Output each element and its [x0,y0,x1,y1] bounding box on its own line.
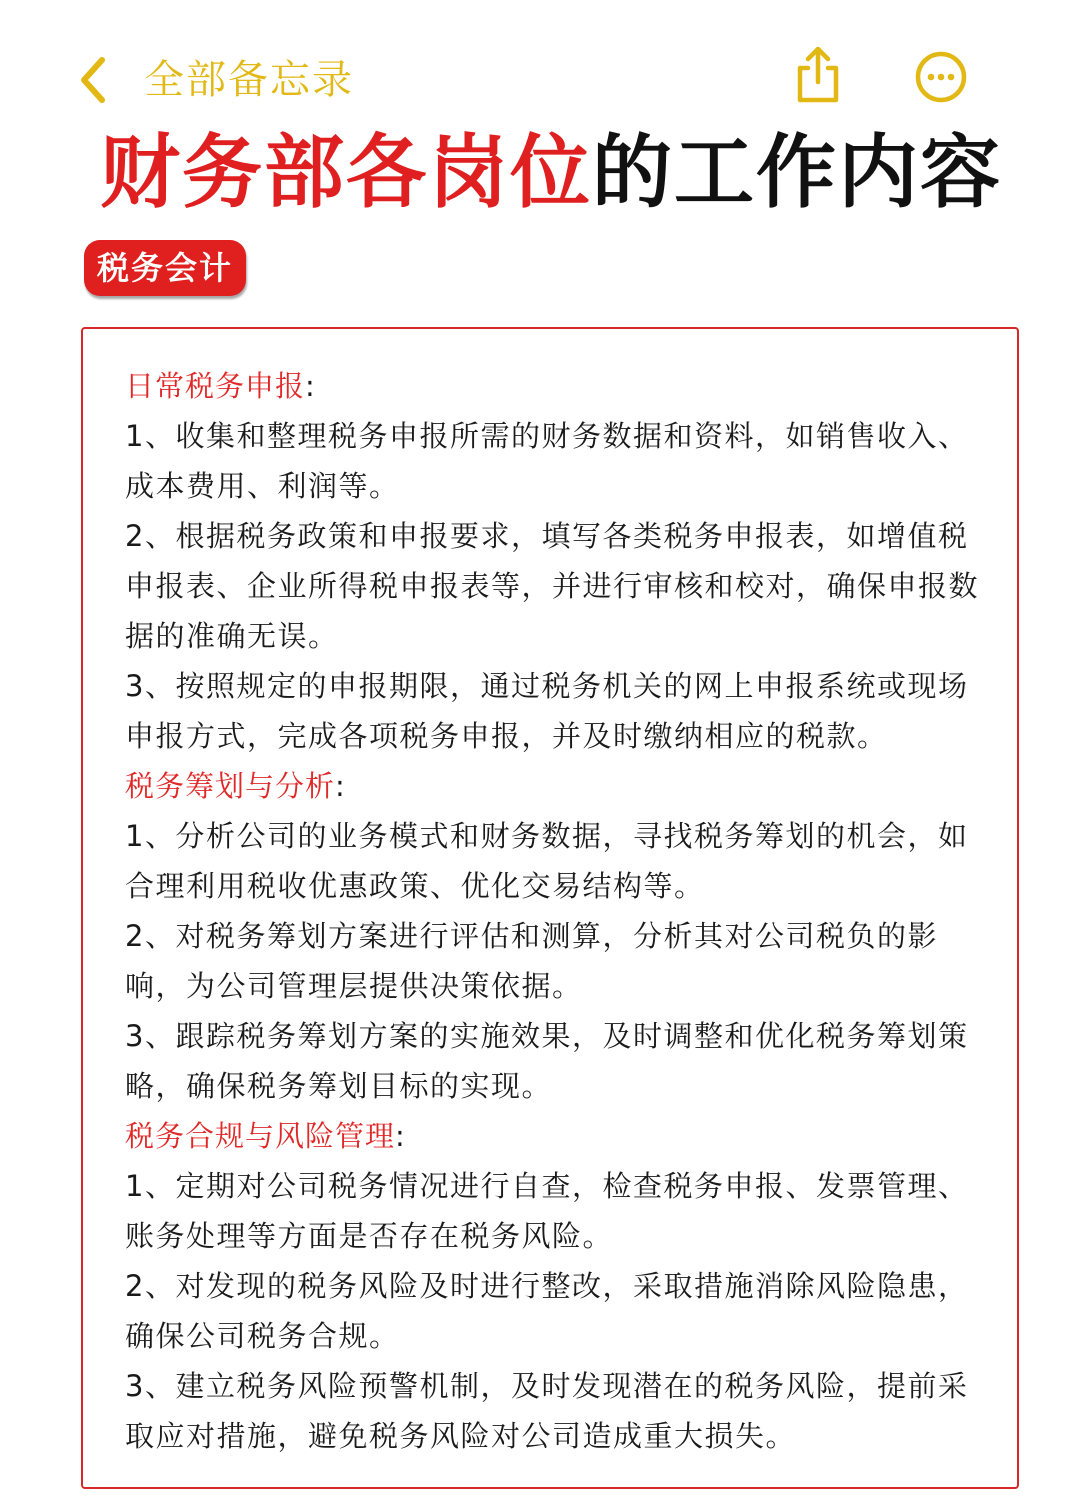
title-black-part: 的工作内容 [592,126,1002,219]
list-item: 3、跟踪税务筹划方案的实施效果，及时调整和优化税务筹划策略，确保税务筹划目标的实现。 [125,1019,969,1103]
section-heading-text: 税务合规与风险管理 [125,1119,396,1153]
section-heading [125,761,985,811]
content-card [81,327,1019,1489]
list-item: 3、建立税务风险预警机制，及时发现潜在的税务风险，提前采取应对措施，避免税务风险对公司造成重大损失。 [125,1369,969,1453]
list-item: 2、对税务筹划方案进行评估和测算，分析其对公司税负的影响，为公司管理层提供决策依据。 [125,919,938,1003]
section-heading-colon: : [395,1119,406,1153]
more-options-icon[interactable] [914,50,968,104]
section-heading [125,361,985,411]
list-item: 1、定期对公司税务情况进行自查，检查税务申报、发票管理、账务处理等方面是否存在税务风险。 [125,1169,969,1253]
section-heading-colon: : [305,369,316,403]
back-label: 全部备忘录 [144,57,354,103]
list-item: 3、按照规定的申报期限，通过税务机关的网上申报系统或现场申报方式，完成各项税务申报，并及时缴纳相应的税款。 [125,669,969,753]
back-button[interactable] [72,52,372,108]
list-item: 2、根据税务政策和申报要求，填写各类税务申报表，如增值税申报表、企业所得税申报表等，并进行审核和校对，确保申报数据的准确无误。 [125,519,980,653]
section-heading-text: 日常税务申报 [125,369,306,403]
section-heading-text: 税务筹划与分析 [125,769,336,803]
section-heading [125,1111,985,1161]
list-item: 2、对发现的税务风险及时进行整改，采取措施消除风险隐患，确保公司税务合规。 [125,1269,969,1353]
page-title [100,118,1000,228]
note-content [125,361,985,1461]
list-item: 1、收集和整理税务申报所需的财务数据和资料，如销售收入、成本费用、利润等。 [125,419,969,503]
list-item: 1、分析公司的业务模式和财务数据，寻找税务筹划的机会，如合理利用税收优惠政策、优化交易结构等。 [125,819,969,903]
share-icon[interactable] [792,44,844,104]
chevron-left-icon [72,52,112,108]
section-heading-colon: : [335,769,346,803]
category-tag: 税务会计 [84,240,246,296]
title-red-part: 财务部各岗位 [100,126,592,219]
